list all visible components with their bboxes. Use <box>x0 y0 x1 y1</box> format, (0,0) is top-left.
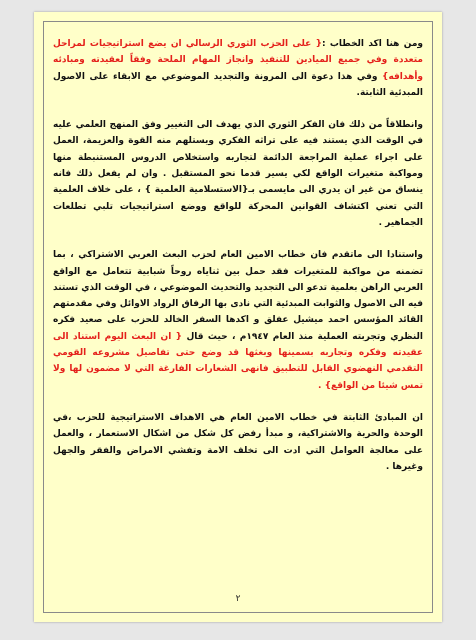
paragraph-1 <box>53 36 423 101</box>
paragraph-4 <box>53 410 423 475</box>
article-body <box>53 36 423 491</box>
document-page <box>34 12 442 622</box>
paragraph-1-text-end: وفي هذا دعوة الى المرونة والتجديد الموضوعي مع الابقاء على الاصول المبدئية الثابتة. <box>53 71 423 98</box>
paragraph-3 <box>53 247 423 394</box>
page-number: ٢ <box>235 594 241 604</box>
paragraph-3-text: واستنادا الى ماتقدم فان خطاب الامين العام لحزب البعث العربي الاشتراكي ، بما تضمنه من مواكبة للمتغيرات فقد حمل بين ثناياه روحاً شبابية تتعامل مع الواقع العربي الراهن بعلمية تدعو الى التجديد والتحديث الموضوعي ، في الوقت الذي تستند فيه الى الاصول والثوابت المبدئية التي نادى بها الرفاق الرواد الاوائل وفي مقدمتهم القائد المؤسس احمد ميشيل عفلق و اكدها السفر الخالد للحزب على صعيد فكره النظري وتجربته العملية منذ العام ١٩٤٧م ، حيث قال <box>53 250 423 342</box>
paragraph-2-text: وانطلاقاً من ذلك فان الفكر الثوري الذي يهدف الى التغيير وفق المنهج العلمي عليه في الوقت الذي يستند فيه على تراثه الفكري ويستلهم منه القوة والعزيمة، العمل على اجراء عملية المراجعة الدائمة لتجاربه واستخلاص الدروس المستنبطة منها ومواكبة متغيرات الواقع لكي يسير قدما نحو المستقبل . وان لم يفعل ذلك فانه ينساق من غير ان يدري الى مايسمى بـ{الاستسلامية العلمية } ، على خلاف العلمية التي تعني اكتشاف القوانين المحركة للواقع ووضع استراتيجيات تلبي تطلعات الجماهير . <box>53 120 423 228</box>
paragraph-1-quote: { على الحزب الثوري الرسالي ان يضع استراتيجيات لمراحل متعددة وفي جميع الميادين للتنفيذ وانجاز المهام الملحة وفقاً لعقيدته ومبادئه وأهدافه} <box>53 39 423 82</box>
paragraph-1-text: ومن هنا اكد الخطاب : <box>321 39 423 49</box>
paragraph-2 <box>53 117 423 231</box>
paragraph-3-quote: { ان البعث اليوم استناد الى عقيدته وفكره وتجاربه بسمينها وبغثها قد وضع حتى تفاصيل مشروعه القومي التقدمي النهضوي القابل للتطبيق فانهى الشعارات الفارغة التي لا مضمون لها ولا تمس شيئا من الواقع} . <box>53 331 423 391</box>
paragraph-4-text: ان المبادئ الثابتة في خطاب الامين العام هي الاهداف الاستراتيجية للحزب ،في الوحدة والحرية والاشتراكية، و مبدأ رفض كل شكل من اشكال الاستعمار ، والعمل على معالجة العوامل التي ادت الى تخلف الامة وتفشي الامراض والفقر والجهل وغيرها . <box>53 412 423 472</box>
